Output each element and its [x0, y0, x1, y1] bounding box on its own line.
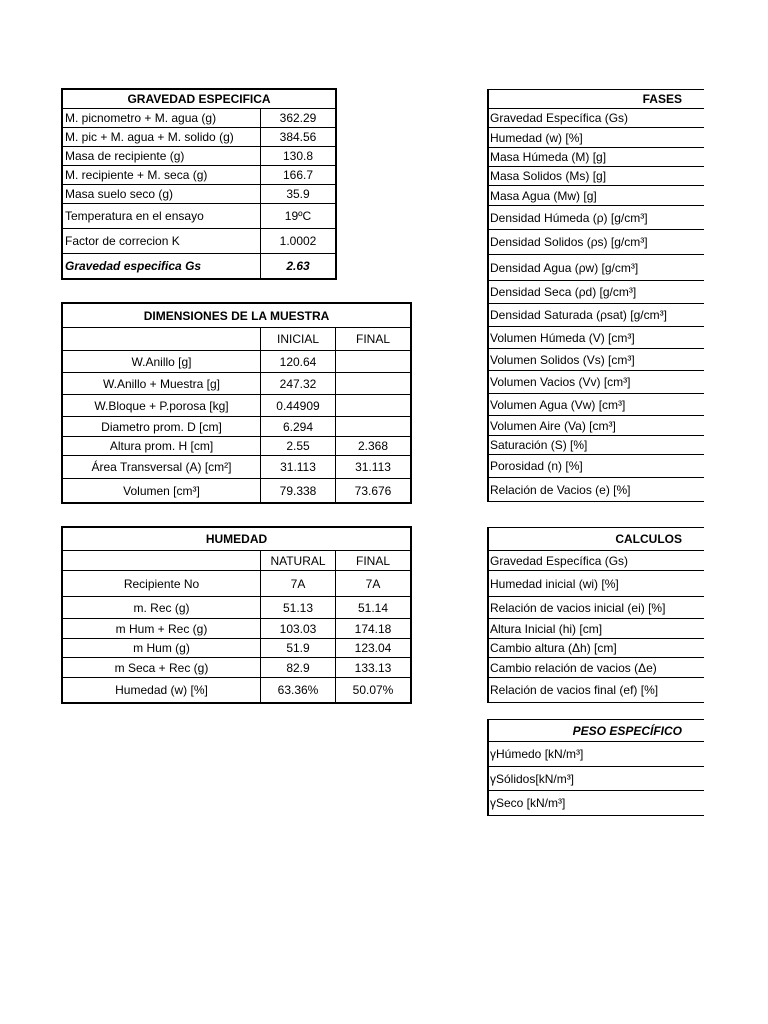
gravedad-label: M. recipiente + M. seca (g) [63, 166, 261, 185]
peso-row: γSeco [kN/m³] [488, 791, 704, 816]
dim-final: 73.676 [336, 479, 411, 503]
gravedad-value: 362.29 [261, 109, 336, 128]
fases-title: FASES [488, 90, 704, 109]
fases-row: Densidad Agua (ρw) [g/cm³] [488, 255, 704, 281]
gravedad-title: GRAVEDAD ESPECIFICA [63, 90, 336, 109]
dim-label: W.Anillo + Muestra [g] [63, 373, 261, 395]
dim-inicial: 0.44909 [261, 395, 336, 417]
gravedad-especifica-table [62, 89, 336, 279]
hum-natural: 63.36% [261, 678, 336, 703]
fases-row: Volumen Solidos (Vs) [cm³] [488, 349, 704, 371]
hum-natural: 103.03 [261, 619, 336, 639]
calculos-row: Cambio altura (Δh) [cm] [488, 639, 704, 658]
gravedad-total-label: Gravedad especifica Gs [63, 254, 261, 279]
peso-title: PESO ESPECÍFICO [488, 720, 704, 742]
calculos-row: Altura Inicial (hi) [cm] [488, 619, 704, 639]
fases-row: Volumen Húmeda (V) [cm³] [488, 327, 704, 349]
humedad-title: HUMEDAD [63, 528, 411, 551]
gravedad-label: M. picnometro + M. agua (g) [63, 109, 261, 128]
gravedad-total-value: 2.63 [261, 254, 336, 279]
gravedad-label: Temperatura en el ensayo [63, 204, 261, 229]
dim-final: 2.368 [336, 437, 411, 456]
fases-row: Masa Solidos (Ms) [g] [488, 167, 704, 186]
gravedad-value: 130.8 [261, 147, 336, 166]
hum-final: 51.14 [336, 597, 411, 619]
col-final: FINAL [336, 551, 411, 571]
calculos-title: CALCULOS [488, 528, 704, 551]
calculos-row: Gravedad Específica (Gs) [488, 551, 704, 571]
blank-cell [63, 328, 261, 351]
hum-label: Humedad (w) [%] [63, 678, 261, 703]
hum-label: m Seca + Rec (g) [63, 658, 261, 678]
gravedad-label: M. pic + M. agua + M. solido (g) [63, 128, 261, 147]
fases-row: Densidad Solidos (ρs) [g/cm³] [488, 230, 704, 255]
dim-inicial: 6.294 [261, 417, 336, 437]
gravedad-value: 19ºC [261, 204, 336, 229]
dim-label: Área Transversal (A) [cm²] [63, 456, 261, 479]
col-final: FINAL [336, 328, 411, 351]
hum-final: 50.07% [336, 678, 411, 703]
dim-inicial: 2.55 [261, 437, 336, 456]
hum-label: m Hum (g) [63, 639, 261, 658]
calculos-row: Humedad inicial (wi) [%] [488, 571, 704, 597]
dim-inicial: 247.32 [261, 373, 336, 395]
blank-cell [63, 551, 261, 571]
dim-label: W.Bloque + P.porosa [kg] [63, 395, 261, 417]
dimensiones-title: DIMENSIONES DE LA MUESTRA [63, 304, 411, 328]
gravedad-value: 35.9 [261, 185, 336, 204]
dim-final [336, 417, 411, 437]
col-natural: NATURAL [261, 551, 336, 571]
fases-row: Volumen Agua (Vw) [cm³] [488, 394, 704, 416]
dim-inicial: 120.64 [261, 351, 336, 373]
fases-row: Saturación (S) [%] [488, 436, 704, 455]
dim-final: 31.113 [336, 456, 411, 479]
fases-row: Densidad Seca (ρd) [g/cm³] [488, 281, 704, 304]
gravedad-label: Factor de correcion K [63, 229, 261, 254]
hum-label: m. Rec (g) [63, 597, 261, 619]
col-inicial: INICIAL [261, 328, 336, 351]
dim-final [336, 373, 411, 395]
gravedad-value: 1.0002 [261, 229, 336, 254]
fases-row: Volumen Vacios (Vv) [cm³] [488, 371, 704, 394]
peso-row: γHúmedo [kN/m³] [488, 742, 704, 767]
hum-final: 133.13 [336, 658, 411, 678]
dim-label: Volumen [cm³] [63, 479, 261, 503]
humedad-table [62, 527, 411, 703]
fases-row: Humedad (w) [%] [488, 128, 704, 148]
fases-row: Relación de Vacios (e) [%] [488, 478, 704, 502]
hum-final: 7A [336, 571, 411, 597]
peso-row: γSólidos[kN/m³] [488, 767, 704, 791]
fases-row: Masa Agua (Mw) [g] [488, 186, 704, 206]
fases-row: Gravedad Específica (Gs) [488, 109, 704, 128]
hum-natural: 51.13 [261, 597, 336, 619]
hum-final: 174.18 [336, 619, 411, 639]
calculos-row: Relación de vacios final (ef) [%] [488, 678, 704, 703]
gravedad-value: 166.7 [261, 166, 336, 185]
hum-natural: 7A [261, 571, 336, 597]
fases-row: Densidad Húmeda (ρ) [g/cm³] [488, 206, 704, 230]
gravedad-value: 384.56 [261, 128, 336, 147]
fases-row: Densidad Saturada (ρsat) [g/cm³] [488, 304, 704, 327]
hum-label: Recipiente No [63, 571, 261, 597]
hum-label: m Hum + Rec (g) [63, 619, 261, 639]
dim-inicial: 31.113 [261, 456, 336, 479]
dimensiones-table [62, 303, 411, 503]
hum-final: 123.04 [336, 639, 411, 658]
gravedad-label: Masa suelo seco (g) [63, 185, 261, 204]
dim-inicial: 79.338 [261, 479, 336, 503]
dim-final [336, 395, 411, 417]
calculos-row: Cambio relación de vacios (Δe) [488, 658, 704, 678]
calculos-row: Relación de vacios inicial (ei) [%] [488, 597, 704, 619]
fases-row: Masa Húmeda (M) [g] [488, 148, 704, 167]
dim-label: Diametro prom. D [cm] [63, 417, 261, 437]
fases-row: Volumen Aire (Va) [cm³] [488, 416, 704, 436]
dim-label: Altura prom. H [cm] [63, 437, 261, 456]
dim-label: W.Anillo [g] [63, 351, 261, 373]
fases-row: Porosidad (n) [%] [488, 455, 704, 478]
calculos-table [487, 527, 704, 703]
dim-final [336, 351, 411, 373]
peso-especifico-table [487, 719, 704, 816]
gravedad-label: Masa de recipiente (g) [63, 147, 261, 166]
hum-natural: 82.9 [261, 658, 336, 678]
fases-table [487, 89, 704, 502]
hum-natural: 51.9 [261, 639, 336, 658]
